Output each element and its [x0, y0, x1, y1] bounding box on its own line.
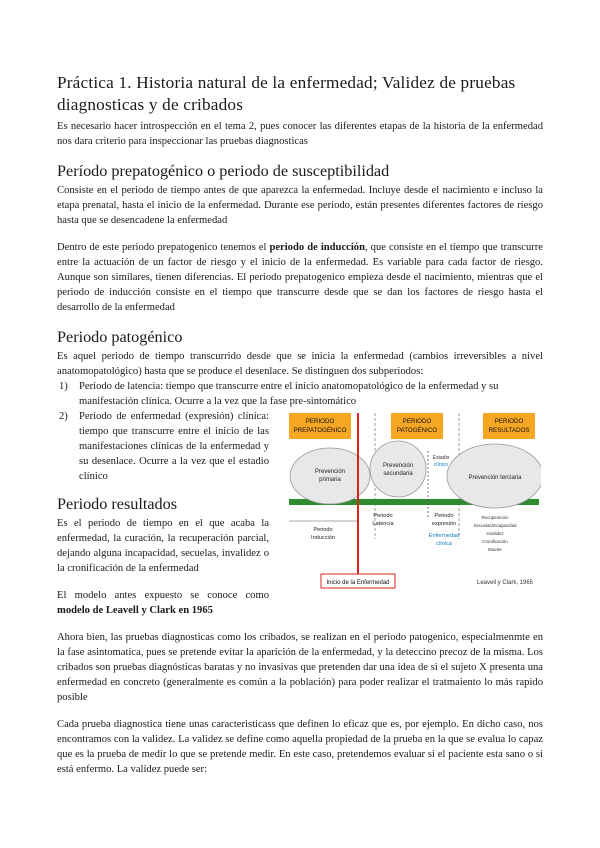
model-name: modelo de Leavell y Clark en 1965 [57, 605, 213, 616]
prepatogenico-paragraph-2: Dentro de este periodo prepatogenico tenemos el periodo de inducción, que consiste en el tiempo que transcurre entre la actuación de un factor de riesgo y el inicio de la enfermedad. Es variable para cada factor de riesgo. Aunque son similares, tienen diferencias. El periodo prepatogenico empieza desde el nacimiento, mientras que el periodo de inducción consiste en el tiempo que transcurre desde que se dan los factores de riesgo hasta el desarrollo de la enfermedad [57, 242, 543, 313]
heading-patogenico: Periodo patogénico [57, 328, 183, 346]
bubble-secundaria [370, 441, 426, 497]
wrap-section [57, 379, 543, 618]
svg-text:Estadio: Estadio [432, 455, 450, 461]
heading-resultados: Periodo resultados [57, 495, 178, 513]
pruebas-paragraph: Ahora bien, las pruebas diagnosticas como los cribados, se realizan en el periodo patogenico, especialmenmte en la fase asintomatica, pues se pretende evitar la aparición de la enfermedad, y la deteccino precoz de la misma. Los cribados son pruebas diagnósticas baratas y no invasivas que pretenden dar una idea de si el sujeto X presenta una enfermedad en concreto (generalmente es común a la población) para poder realizar el tratmaiento lo más rapido posible [57, 632, 543, 703]
model-paragraph: El modelo antes expuesto se conoce como modelo de Leavell y Clark en 1965 [57, 590, 269, 616]
svg-text:Prevención terciaria: Prevención terciaria [468, 475, 522, 481]
svg-text:Invalidez: Invalidez [486, 531, 504, 536]
figure-credit: Leavell y Clark, 1965 [476, 580, 534, 586]
svg-text:Periodo: Periodo [313, 527, 333, 533]
svg-text:Prevención: Prevención [382, 463, 414, 469]
box-patogenico-l1: PERIODO [402, 418, 432, 425]
svg-text:Enfermedad: Enfermedad [428, 533, 460, 539]
box-resultados-l1: PERIODO [494, 418, 524, 425]
prepatogenico-paragraph-1: Consiste en el periodo de tiempo antes de que aparezca la enfermedad. Incluye desde el nacimiento e incluso la etapa prenatal, hasta el inicio de la enfermedad. Durante ese periodo, están presentes diferentes factores de riesgo hasta que se desencadene la enfermedad [57, 185, 543, 226]
box-resultados-l2: RESULTADOS [488, 427, 530, 434]
box-prepatogenico-l2: PREPATOGÉNICO [293, 427, 347, 434]
svg-text:Secuelas/Incapacidad: Secuelas/Incapacidad [473, 523, 517, 528]
svg-text:secundaria: secundaria [383, 471, 413, 477]
svg-text:primaria: primaria [319, 477, 341, 483]
patogenico-paragraph: Es aquel periodo de tiempo transcurrido desde que se inicia la enfermedad (cambios irreversibles a nivel anatomopatológico) hasta que se produce el desenlace. Se distinguen dos subperiodos: [57, 351, 543, 377]
svg-text:Cronificación: Cronificación [482, 539, 508, 544]
svg-text:clínico: clínico [433, 462, 449, 468]
svg-text:Prevención: Prevención [314, 469, 346, 475]
list-item: 1) Periodo de latencia: tiempo que transcurre entre el inicio anatomopatológico de la enfermedad y su manifestación clínica. Ocurre a la vez que la fase pre-sintomático [59, 381, 499, 407]
heading-prepatogenico: Período prepatogénico o periodo de susceptibilidad [57, 162, 390, 180]
leavell-clark-diagram [283, 409, 541, 599]
svg-text:Recuperación: Recuperación [481, 515, 509, 520]
box-resultados [483, 413, 535, 439]
intro-paragraph: Es necesario hacer introspección en el tema 2, pues conocer las diferentes etapas de la historia de la enfermedad nos dara criterio para inspeccionar las pruebas diagnosticas [57, 121, 543, 147]
term-periodo-induccion: periodo de inducción [269, 242, 365, 253]
box-prepatogenico [289, 413, 351, 439]
list-item: 2) Periodo de enfermedad (expresión) clínica: tiempo que transcurre entre el inicio de las manifestaciones clínicas de la enfermedad y su desenlace. Ocurre a la vez que el estadio clínico [59, 411, 269, 482]
svg-text:Latencia: Latencia [372, 521, 394, 527]
svg-text:Inducción: Inducción [311, 535, 335, 541]
svg-text:expresión: expresión [431, 521, 457, 527]
document-page [57, 72, 543, 777]
inicio-label: Inicio de la Enfermedad [326, 580, 390, 586]
box-patogenico-l2: PATOGÉNICO [396, 427, 438, 434]
box-prepatogenico-l1: PERIODO [305, 418, 335, 425]
resultados-paragraph: Es el periodo de tiempo en el que acaba la enfermedad, la curación, la recuperación parcial, dejando alguna incapacidad, secuelas, invalidez o la cronificación de la enfermedad [57, 518, 269, 574]
diagram-svg [283, 409, 541, 599]
svg-text:Periodo: Periodo [373, 513, 393, 519]
svg-text:Periodo: Periodo [434, 513, 454, 519]
svg-text:Muerte: Muerte [488, 547, 502, 552]
svg-text:clínica: clínica [436, 541, 452, 547]
box-patogenico [391, 413, 443, 439]
document-title: Práctica 1. Historia natural de la enfermedad; Validez de pruebas diagnosticas y de cribados [57, 73, 516, 114]
validez-paragraph: Cada prueba diagnostica tiene unas caracteristicass que definen lo eficaz que es, por ejemplo. En dicho caso, nos encontramos con la validez. La validez se define como aquella propiedad de la prueba en la que se evalua lo capaz que es la prueba de medir lo que se pretende medir. En este caso, pretendemos evaluar si el paciente esta sano o si está enfermo. La validez puede ser: [57, 719, 543, 775]
